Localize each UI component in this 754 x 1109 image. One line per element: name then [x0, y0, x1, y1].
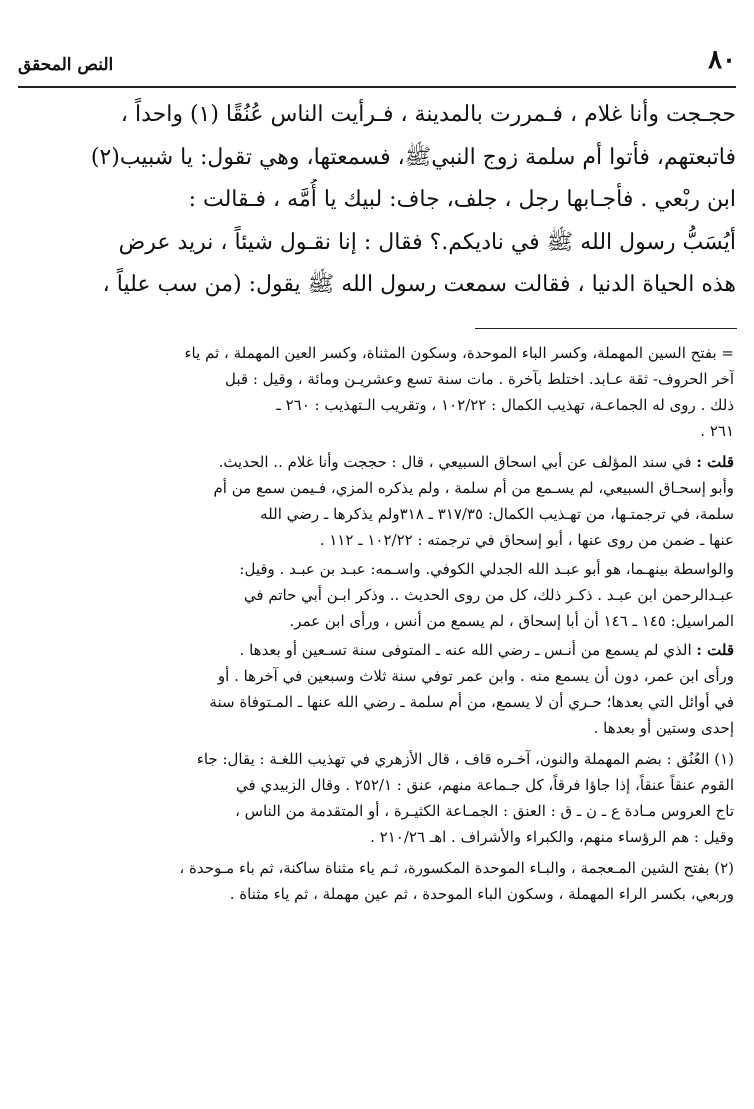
note-line: = بفتح السين المهملة، وكسر الباء الموحدة، وسكون المثناة، وكسر العين المهملة ، ثم ياء [184, 344, 734, 362]
note-line: سلمة، في ترجمتـها، من تهـذيب الكمال: ٣١٧/٣٥ ـ ٣١٨ولم يذكرها ـ رضي الله [260, 505, 734, 523]
main-text-line: هذه الحياة الدنيا ، فقالت سمعت رسول الله ﷺ يقول: (من سب علياً ، [102, 272, 736, 297]
main-text-line: أيُسَبُّ رسول الله ﷺ في ناديكم.؟ فقال : إنا نقـول شيئاً ، نريد عرض [118, 229, 736, 255]
note-line: عبـدالرحمن ابن عبـد . ذكـر ذلك، كل من روى الحديث .. وذكر ابـن أبي حاتم في [243, 586, 734, 604]
comment-lead: قلت : [696, 453, 734, 471]
note-line: في أوائل التي بعدها؛ حـري أن لا يسمع، من أم سلمة ـ رضي الله عنها ـ المـتوفاة سنة [209, 693, 734, 711]
note-line: ورأى ابن عمر، دون أن يسمع منه . وابن عمر توفي سنة ثلاث وسبعين في آخرها . أو [217, 667, 734, 685]
note-line: (٢) بفتح الشين المـعجمة ، والبـاء الموحدة المكسورة، ثـم ياء مثناة ساكنة، ثم باء مـوحدة ، [179, 859, 734, 877]
note-line: إحدى وستين أو بعدها . [593, 719, 734, 737]
note-line: ٢٦١ . [700, 422, 734, 440]
main-text-line: فاتبعتهم، فأتوا أم سلمة زوج النبيﷺ، فسمعتها، وهي تقول: يا شبيب(٢) [90, 144, 736, 170]
note-line [22, 449, 734, 475]
note-line: ذلك . روى له الجماعـة، تهذيب الكمال : ١٠٢/٢٢ ، وتقريب الـتهذيب : ٢٦٠ ـ [276, 396, 734, 414]
main-text-line: ابن ربْعي . فأجـابها رجل ، جلف، جاف: لبيك يا أُمَّه ، فـقالت : [188, 187, 736, 212]
comment-lead: قلت : [696, 641, 734, 659]
editor-comment [22, 556, 734, 634]
note-text: الذي لم يسمع من أنـس ـ رضي الله عنه ـ المتوفى سنة تسـعين أو بعدها . [239, 641, 697, 659]
note-line: وربعي، بكسر الراء المهملة ، وسكون الباء الموحدة ، ثم عين مهملة ، ثم ياء مثناة . [229, 885, 734, 903]
note-line: وقيل : هم الرؤساء منهم، والكبراء والأشراف . اهـ ٢١٠/٢٦ . [370, 828, 734, 846]
footnote-separator [475, 328, 737, 329]
note-line: والواسطة بينهـما، هو أبو عبـد الله الجدلي الكوفي. واسـمه: عبـد بن عبـد . وقيل: [239, 560, 734, 578]
note-line [22, 637, 734, 663]
running-title: النص المحقق [18, 55, 114, 75]
note-line: عنها ـ ضمن من روى عنها ، أبو إسحاق في ترجمته : ١٠٢/٢٢ ـ ١١٢ . [319, 531, 734, 549]
main-text-line: حجـجت وأنا غلام ، فـمررت بالمدينة ، فـرأيت الناس عُنُقًا (١) واحداً ، [120, 102, 736, 127]
editor-comment [22, 637, 734, 741]
page-number: ٨٠ [708, 45, 736, 75]
note-line: (١) العُنُق : بضم المهملة والنون، آخـره قاف ، قال الأزهري في تهذيب اللغـة : يقال: جاء [196, 750, 734, 768]
note-line: القوم عنقاً عنقاً، إذا جاؤا فرقاً، كل جـماعة منهم، عنق : ٢٥٢/١ . وقال الزبيدي في [236, 776, 734, 794]
page-header [18, 40, 736, 86]
main-text [20, 94, 736, 307]
header-rule [18, 86, 736, 88]
footnotes [22, 340, 734, 910]
footnote-continuation [22, 340, 734, 444]
note-line: تاج العروس مـادة ع ـ ن ـ ق : العنق : الجمـاعة الكثيـرة ، أو المتقدمة من الناس ، [235, 802, 734, 820]
note-line: وأبو إسحـاق السبيعي، لم يسـمع من أم سلمة ، ولم يذكره المزي، فـيمن سمع من أم [213, 479, 734, 497]
footnote-1 [22, 746, 734, 850]
note-line: آخر الحروف- ثقة عـابد. اختلط بآخرة . مات سنة تسع وعشريـن ومائة ، وقيل : قبل [225, 370, 734, 388]
footnote-2 [22, 855, 734, 907]
editor-comment [22, 449, 734, 553]
note-text: في سند المؤلف عن أبي اسحاق السبيعي ، قال : حججت وأنا غلام .. الحديث. [218, 453, 697, 471]
note-line: المراسيل: ١٤٥ ـ ١٤٦ أن أبا إسحاق ، لم يسمع من أنس ، ورأى ابن عمر. [289, 612, 734, 630]
